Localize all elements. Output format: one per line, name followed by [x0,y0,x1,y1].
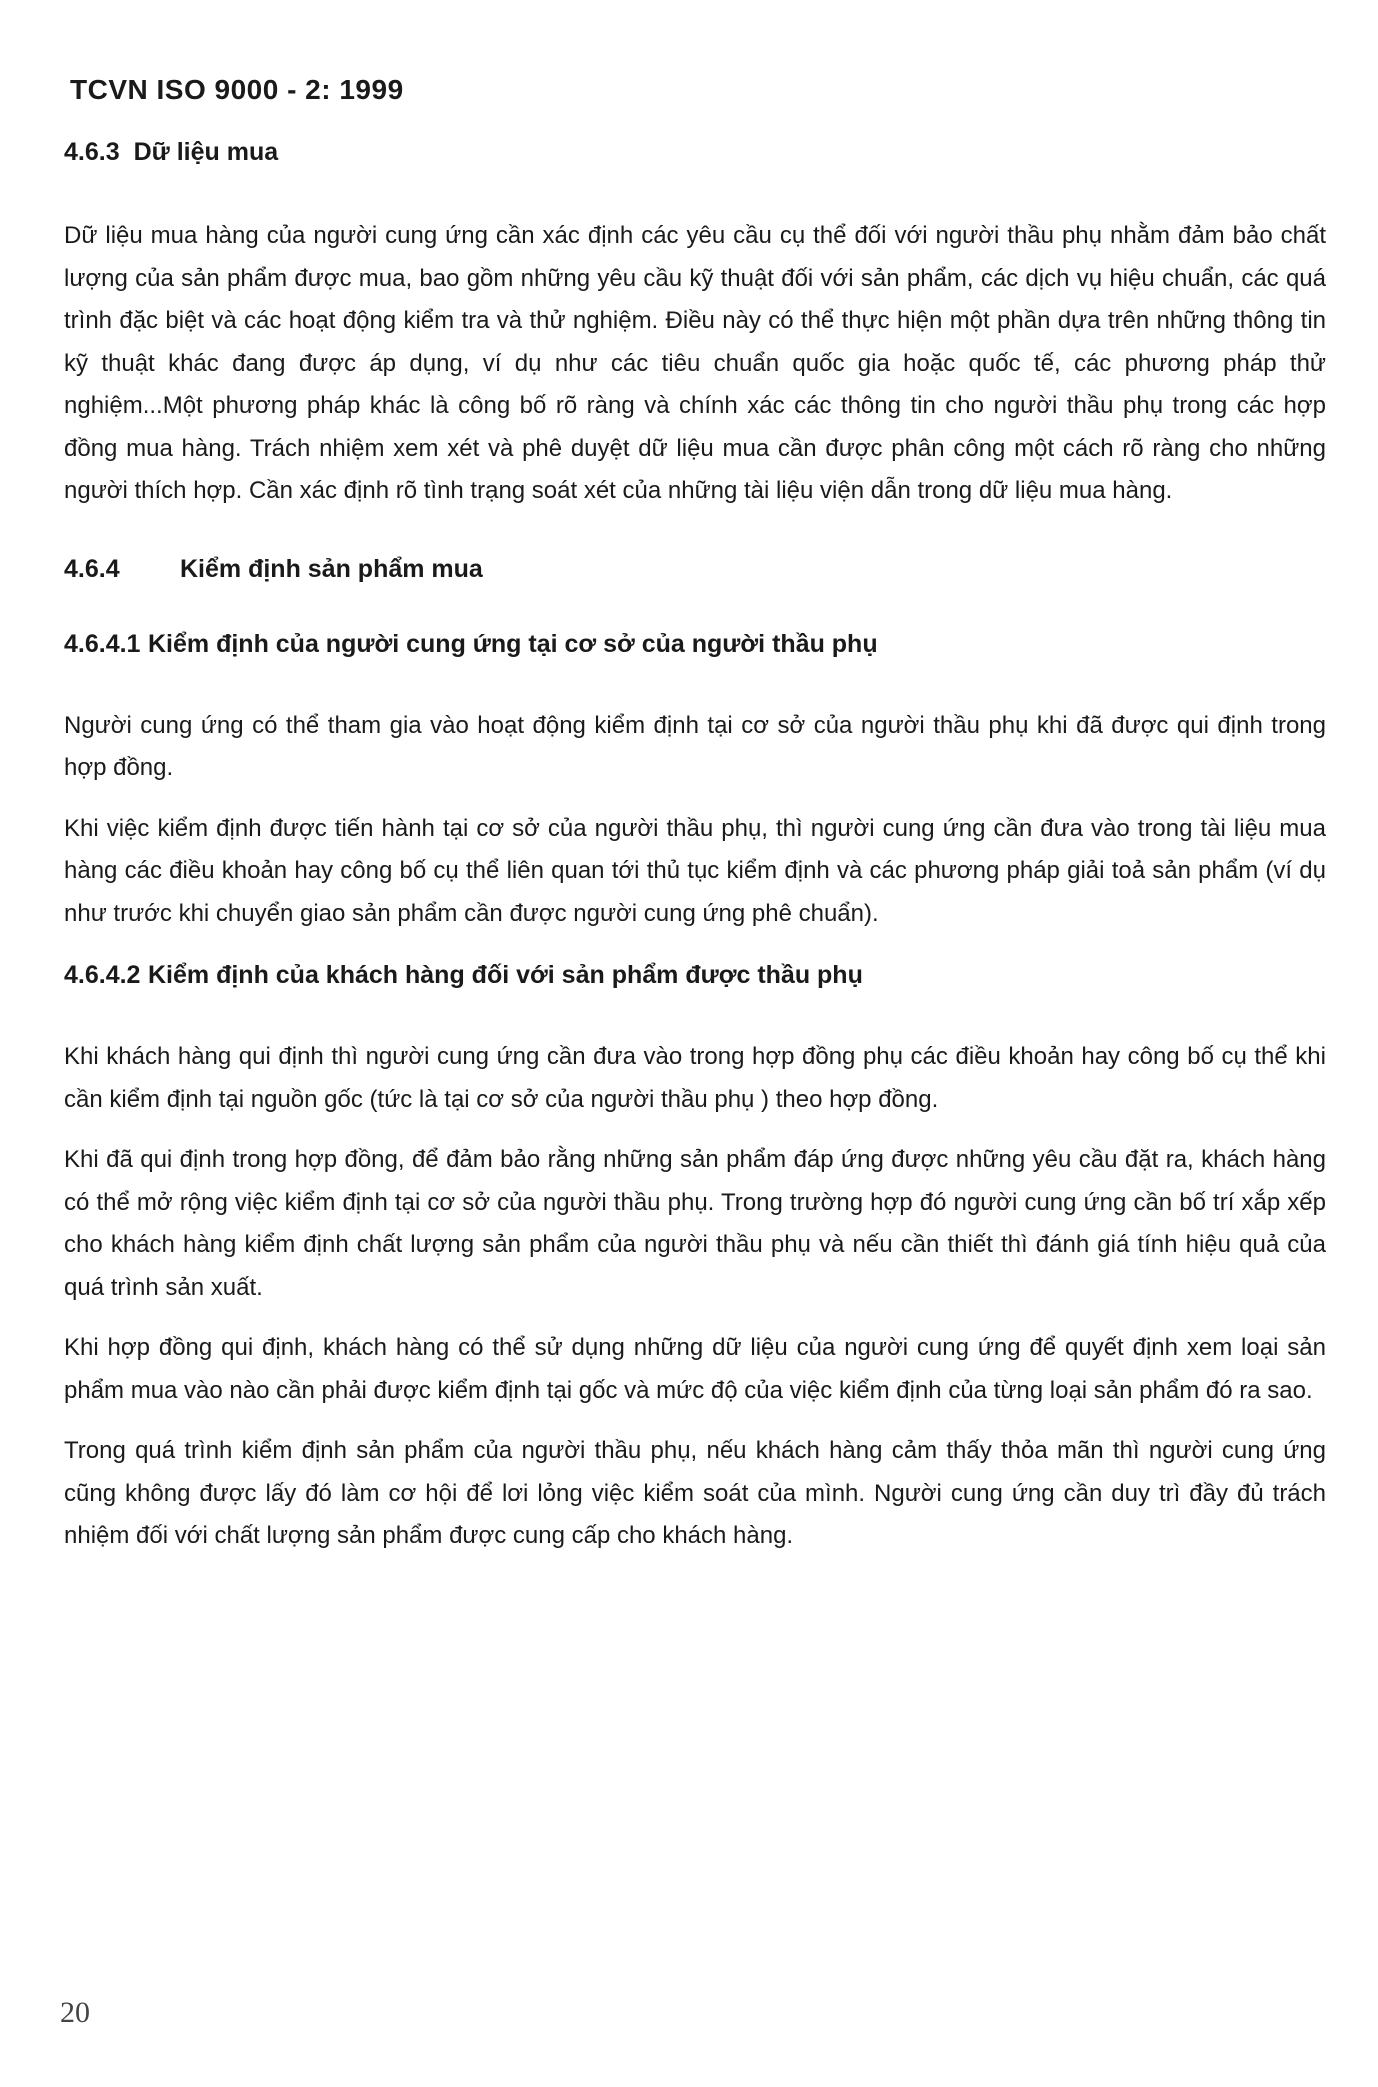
section-4-6-4-2-paragraph-2: Khi đã qui định trong hợp đồng, để đảm bảo rằng những sản phẩm đáp ứng được những yêu cầu đặt ra, khách hàng có thể mở rộng việc kiểm định tại cơ sở của người thầu phụ. Trong trường hợp đó người cung ứng cần bố trí xắp xếp cho khách hàng kiểm định chất lượng sản phẩm của người thầu phụ và nếu cần thiết thì đánh giá tính hiệu quả của quá trình sản xuất. [64,1146,1326,1301]
section-title: Kiểm định sản phẩm mua [180,554,483,583]
section-number: 4.6.4 [64,554,120,583]
section-4-6-4-2-heading [64,961,1326,990]
section-number: 4.6.4.2 [64,961,141,989]
section-number: 4.6.3 [64,138,120,166]
section-4-6-4-2-paragraph-1: Khi khách hàng qui định thì người cung ứng cần đưa vào trong hợp đồng phụ các điều khoản hay công bố cụ thể khi cần kiểm định tại nguồn gốc (tức là tại cơ sở của người thầu phụ ) theo hợp đồng. [64,1043,1326,1113]
section-title: Kiểm định của người cung ứng tại cơ sở của người thầu phụ [148,629,878,658]
section-title: Kiểm định của khách hàng đối với sản phẩm được thầu phụ [148,961,863,989]
section-4-6-4-2-paragraph-4: Trong quá trình kiểm định sản phẩm của người thầu phụ, nếu khách hàng cảm thấy thỏa mãn thì người cung ứng cũng không được lấy đó làm cơ hội để lơi lỏng việc kiểm soát của mình. Người cung ứng cần duy trì đầy đủ trách nhiệm đối với chất lượng sản phẩm được cung cấp cho khách hàng. [64,1437,1326,1549]
section-4-6-4-1-paragraph-2: Khi việc kiểm định được tiến hành tại cơ sở của người thầu phụ, thì người cung ứng cần đưa vào trong tài liệu mua hàng các điều khoản hay công bố cụ thể liên quan tới thủ tục kiểm định và các phương pháp giải toả sản phẩm (ví dụ như trước khi chuyển giao sản phẩm cần được người cung ứng phê chuẩn). [64,814,1326,927]
section-title: Dữ liệu mua [133,138,279,166]
page-number: 20 [60,1996,90,2029]
section-4-6-4-heading [64,555,1326,584]
section-number: 4.6.4.1 [64,629,141,658]
standard-header: TCVN ISO 9000 - 2: 1999 [70,74,404,105]
section-4-6-3-heading [64,138,1326,167]
section-4-6-4-2-paragraph-3: Khi hợp đồng qui định, khách hàng có thể sử dụng những dữ liệu của người cung ứng để quyết định xem loại sản phẩm mua vào nào cần phải được kiểm định tại gốc và mức độ của việc kiểm định của từng loại sản phẩm đó ra sao. [64,1334,1326,1404]
document-content [64,138,1326,1576]
section-4-6-3-paragraph-1: Dữ liệu mua hàng của người cung ứng cần xác định các yêu cầu cụ thể đối với người thầu phụ nhằm đảm bảo chất lượng của sản phẩm được mua, bao gồm những yêu cầu kỹ thuật đối với sản phẩm, các dịch vụ hiệu chuẩn, các quá trình đặc biệt và các hoạt động kiểm tra và thử nghiệm. Điều này có thể thực hiện một phần dựa trên những thông tin kỹ thuật khác đang được áp dụng, ví dụ như các tiêu chuẩn quốc gia hoặc quốc tế, các phương pháp thử nghiệm...Một phương pháp khác là công bố rõ ràng và chính xác các thông tin cho người thầu phụ trong các hợp đồng mua hàng. Trách nhiệm xem xét và phê duyệt dữ liệu mua cần được phân công một cách rõ ràng cho những người thích hợp. Cần xác định rõ tình trạng soát xét của những tài liệu viện dẫn trong dữ liệu mua hàng. [64,222,1326,504]
section-4-6-4-1-paragraph-1: Người cung ứng có thể tham gia vào hoạt động kiểm định tại cơ sở của người thầu phụ khi đã được qui định trong hợp đồng. [64,711,1326,781]
section-4-6-4-1-heading [64,630,1326,659]
